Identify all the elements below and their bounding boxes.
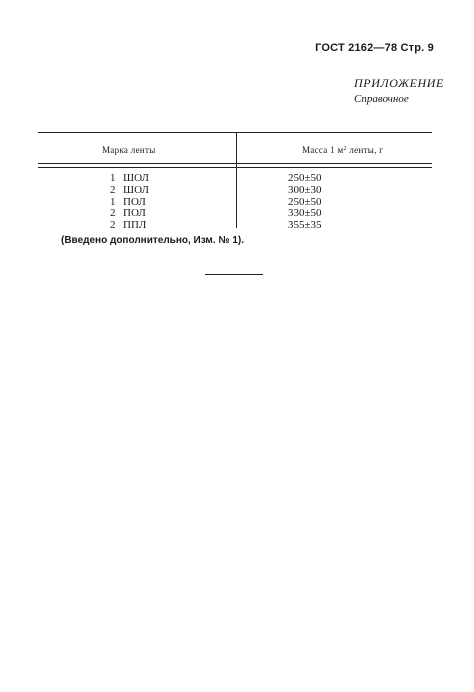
appendix-subtitle: Справочное <box>354 93 409 105</box>
mass-cell: 330±50 <box>288 207 322 220</box>
table-top-rule <box>38 132 432 133</box>
mass-cell: 300±30 <box>288 183 322 196</box>
brand-cell: ШОЛ <box>123 172 149 184</box>
brand-cell: ППЛ <box>123 219 147 232</box>
table-column-separator <box>236 132 237 228</box>
brand-cell: ПОЛ <box>123 195 146 208</box>
page-header: ГОСТ 2162—78 Стр. 9 <box>315 42 434 54</box>
row-number: 2 <box>110 219 116 232</box>
row-number: 1 <box>110 195 116 208</box>
brand-column <box>110 173 149 232</box>
mass-cell: 250±50 <box>288 172 322 184</box>
table-row <box>110 220 149 232</box>
brand-cell: ПОЛ <box>123 207 146 220</box>
row-number: 2 <box>110 207 116 220</box>
appendix-title: ПРИЛОЖЕНИЕ <box>354 76 444 90</box>
row-number: 1 <box>110 172 116 184</box>
brand-cell: ШОЛ <box>123 183 149 196</box>
end-divider <box>205 274 263 275</box>
column-header-mass: Масса 1 $м^2$ ленты, г <box>302 145 384 155</box>
mass-cell: 250±50 <box>288 195 322 208</box>
amendment-note: (Введено дополнительно, Изм. № 1). <box>61 235 244 246</box>
mass-column <box>288 173 322 232</box>
tape-mass-table <box>38 132 432 232</box>
mass-cell: 355±35 <box>288 219 322 232</box>
row-number: 2 <box>110 183 116 196</box>
table-header-rule <box>38 163 432 168</box>
column-header-brand: Марка ленты <box>102 145 156 155</box>
